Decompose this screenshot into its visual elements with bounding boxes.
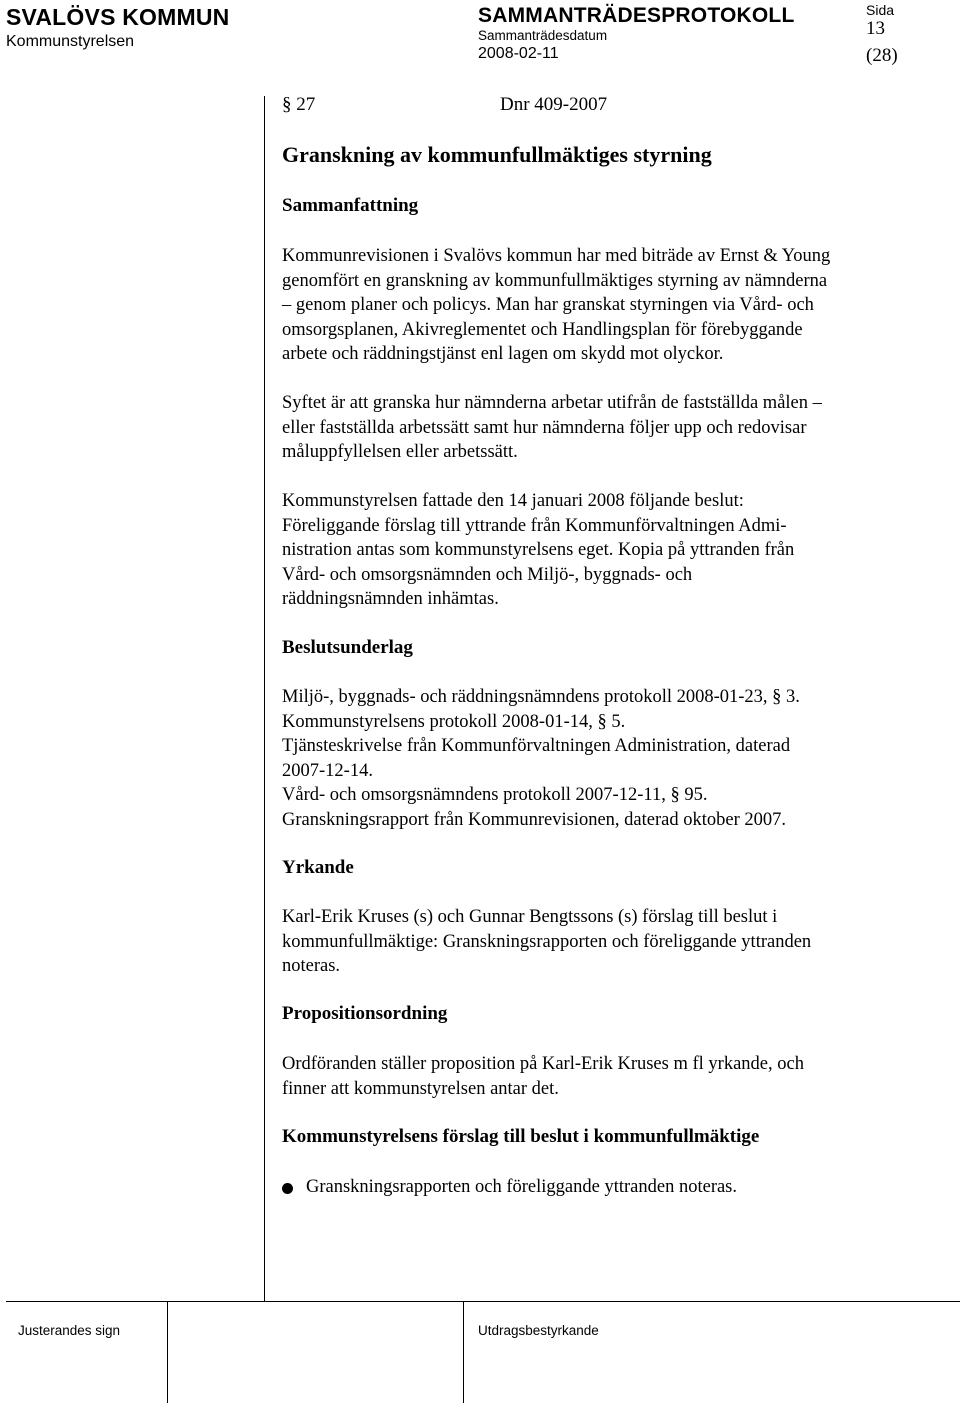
page-label: Sida (866, 2, 895, 18)
proposal-bullet-text: Granskningsrapporten och föreliggande yttranden noteras. (306, 1177, 738, 1197)
meeting-date: 2008-02-11 (478, 45, 559, 62)
motion-text (282, 905, 811, 979)
proposal-heading: Kommunstyrelsens förslag till beslut i kommunfullmäktige (282, 1126, 760, 1147)
extract-label: Utdragsbestyrkande (478, 1323, 599, 1338)
basis-heading: Beslutsunderlag (282, 637, 413, 658)
footer-divider (6, 1301, 960, 1302)
margin-divider (264, 96, 265, 1301)
date-label: Sammanträdesdatum (478, 28, 608, 43)
list-item: Kommunstyrelsens protokoll 2008-01-14, § 5. (282, 711, 626, 732)
footer-column-divider (167, 1301, 168, 1403)
text-line: – genom planer och policys. Man har granskat styrningen via Vård- och (282, 295, 814, 315)
text-line: Kommunrevisionen i Svalövs kommun har med biträde av Ernst & Young (282, 246, 831, 266)
bullet-icon (282, 1183, 293, 1194)
protocol-title: SAMMANTRÄDESPROTOKOLL (478, 4, 795, 27)
text-line: nistration antas som kommunstyrelsens eget. Kopia på yttranden från (282, 540, 795, 560)
text-line: arbete och räddningstjänst enl lagen om skydd mot olyckor. (282, 344, 724, 364)
item-title: Granskning av kommunfullmäktiges styrning (282, 142, 712, 167)
dnr: Dnr 409-2007 (500, 94, 608, 115)
text-line: räddningsnämnden inhämtas. (282, 589, 499, 609)
summary-paragraph-1 (282, 244, 830, 367)
text-line: kommunfullmäktige: Granskningsrapporten och föreliggande yttranden (282, 931, 812, 952)
text-line: omsorgsplanen, Akivreglementet och Handlingsplan för förebyggande (282, 319, 803, 340)
list-item: Vård- och omsorgsnämndens protokoll 2007-12-11, § 95. (282, 785, 708, 805)
paragraph-ref: § 27 (282, 94, 316, 115)
text-line: Karl-Erik Kruses (s) och Gunnar Bengtssons (s) förslag till beslut i (282, 907, 778, 927)
summary-paragraph-3 (282, 489, 794, 612)
list-item: Miljö-, byggnads- och räddningsnämndens protokoll 2008-01-23, § 3. (282, 687, 800, 707)
text-line: måluppfyllelsen eller arbetssätt. (282, 442, 518, 462)
organization-name: SVALÖVS KOMMUN (6, 4, 230, 30)
summary-heading: Sammanfattning (282, 195, 419, 216)
footer-column-divider (463, 1301, 464, 1403)
basis-list (282, 685, 800, 832)
text-line: finner att kommunstyrelsen antar det. (282, 1078, 559, 1099)
list-item: Tjänsteskrivelse från Kommunförvaltningen Administration, daterad (282, 736, 791, 756)
list-item: Granskningsrapport från Kommunrevisionen, daterad oktober 2007. (282, 809, 786, 830)
text-line: noteras. (282, 956, 341, 976)
list-item: 2007-12-14. (282, 760, 373, 781)
page-total: (28) (866, 45, 898, 66)
text-line: Ordföranden ställer proposition på Karl-Erik Kruses m fl yrkande, och (282, 1054, 804, 1074)
page-number: 13 (866, 18, 885, 39)
text-line: Syftet är att granska hur nämnderna arbetar utifrån de fastställda målen – (282, 393, 822, 413)
proposition-heading: Propositionsordning (282, 1003, 448, 1024)
text-line: genomfört en granskning av kommunfullmäktiges styrning av nämnderna (282, 270, 828, 291)
proposition-text (282, 1052, 804, 1101)
unit-name: Kommunstyrelsen (6, 33, 135, 50)
text-line: Kommunstyrelsen fattade den 14 januari 2008 följande beslut: (282, 491, 744, 511)
text-line: Föreliggande förslag till yttrande från Kommunförvaltningen Admi- (282, 515, 787, 536)
summary-paragraph-2 (282, 391, 822, 465)
text-line: eller fastställda arbetssätt samt hur nämnderna följer upp och redovisar (282, 417, 807, 438)
text-line: Vård- och omsorgsnämnden och Miljö-, byggnads- och (282, 564, 693, 585)
signature-label: Justerandes sign (18, 1323, 121, 1338)
signature-footer (0, 1301, 960, 1403)
motion-heading: Yrkande (282, 857, 354, 878)
